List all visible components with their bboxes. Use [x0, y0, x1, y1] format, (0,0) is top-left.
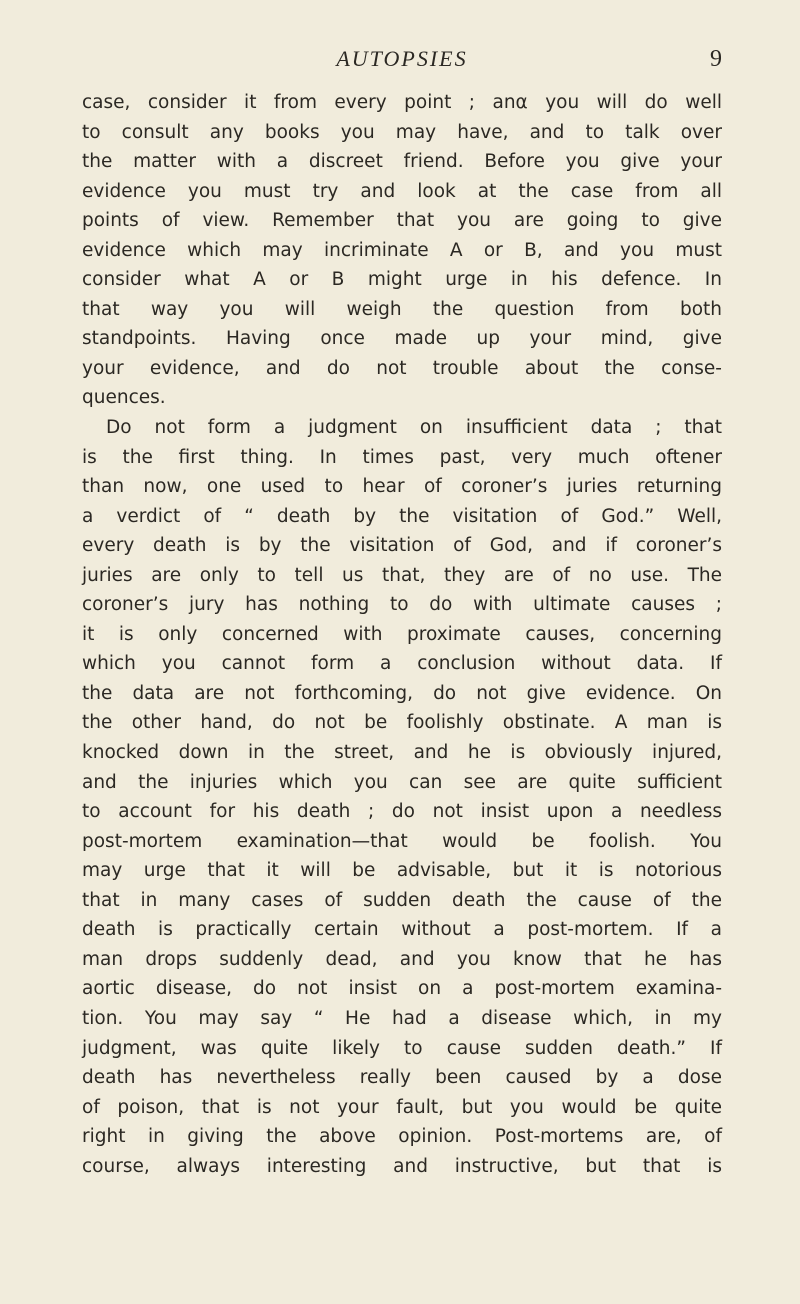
text-line: right in giving the above opinion. Post-mortems are, of — [82, 1126, 722, 1148]
text-line: case, consider it from every point ; anα you will do well — [82, 92, 722, 113]
text-line: the matter with a discreet friend. Before you give your — [82, 151, 722, 173]
text-line: may urge that it will be advisable, but it is notorious — [82, 860, 722, 882]
text-line: tion. You may say “ He had a disease which, in my — [82, 1007, 722, 1029]
text-line: Do not form a judgment on insufficient data ; that — [106, 417, 722, 439]
text-line: post-mortem examination—that would be foolish. You — [82, 830, 722, 852]
text-line: aortic disease, do not insist on a post-mortem examina- — [82, 978, 722, 1000]
text-line: your evidence, and do not trouble about the conse- — [82, 357, 722, 379]
running-head — [82, 44, 722, 74]
text-line: death has nevertheless really been caused by a dose — [82, 1067, 722, 1089]
text-line: points of view. Remember that you are going to give — [82, 210, 722, 232]
text-line: death is practically certain without a post-mortem. If a — [82, 919, 722, 941]
text-line: course, always interesting and instructive, but that is — [82, 1155, 722, 1177]
text-line: evidence you must try and look at the case from all — [82, 180, 722, 202]
text-line: than now, one used to hear of coroner’s juries returning — [82, 476, 722, 498]
text-line: of poison, that is not your fault, but you would be quite — [82, 1096, 722, 1118]
text-line: to consult any books you may have, and to talk over — [82, 121, 722, 143]
text-line: the data are not forthcoming, do not give evidence. On — [82, 682, 722, 704]
text-line: that way you will weigh the question from both — [82, 298, 722, 320]
text-line: knocked down in the street, and he is obviously injured, — [82, 742, 722, 764]
text-line: the other hand, do not be foolishly obstinate. A man is — [82, 712, 722, 734]
text-line: evidence which may incriminate A or B, and you must — [82, 239, 722, 261]
text-line: every death is by the visitation of God, and if coroner’s — [82, 535, 722, 557]
text-line: man drops suddenly dead, and you know that he has — [82, 948, 722, 970]
text-line: that in many cases of sudden death the cause of the — [82, 889, 722, 911]
text-line: judgment, was quite likely to cause sudden death.” If — [82, 1037, 722, 1059]
body-text — [82, 88, 722, 1181]
text-line: it is only concerned with proximate causes, concerning — [82, 623, 722, 645]
text-line: and the injuries which you can see are quite sufficient — [82, 771, 722, 793]
text-line: is the first thing. In times past, very much oftener — [82, 446, 722, 468]
text-line: coroner’s jury has nothing to do with ultimate causes ; — [82, 594, 722, 616]
page-number: 9 — [710, 46, 722, 72]
running-title: AUTOPSIES — [336, 46, 468, 71]
text-line: quences. — [82, 387, 166, 409]
text-line: juries are only to tell us that, they are of no use. The — [82, 564, 722, 586]
text-line: to account for his death ; do not insist upon a needless — [82, 801, 722, 823]
text-line: consider what A or B might urge in his defence. In — [82, 269, 722, 291]
text-line: which you cannot form a conclusion without data. If — [82, 653, 722, 675]
text-line: a verdict of “ death by the visitation of God.” Well, — [82, 505, 722, 527]
text-line: standpoints. Having once made up your mind, give — [82, 328, 722, 350]
